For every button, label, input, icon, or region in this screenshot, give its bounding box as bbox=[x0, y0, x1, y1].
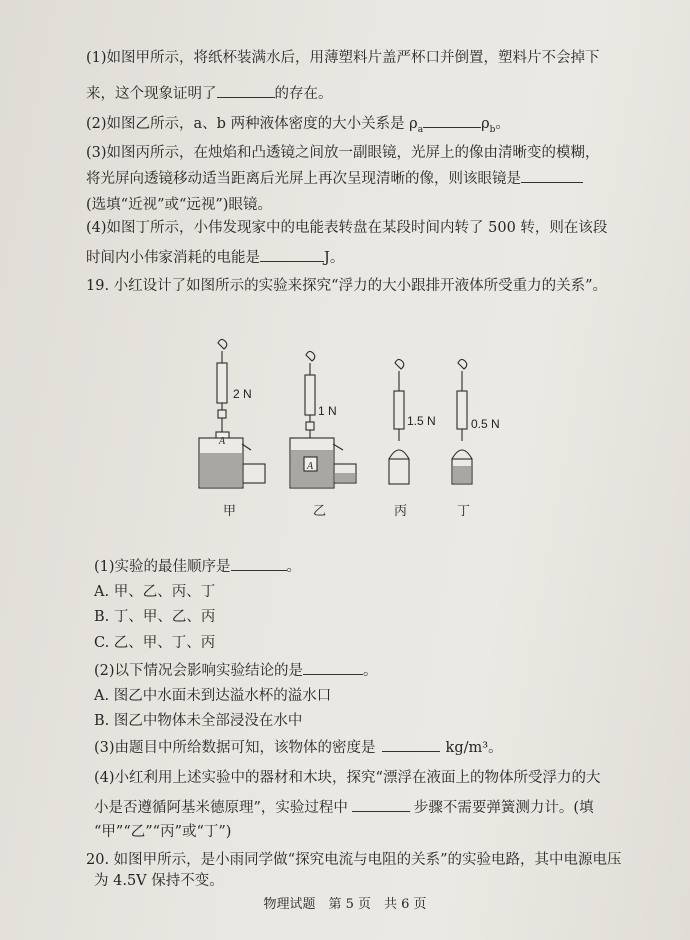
hand-icon bbox=[458, 359, 467, 369]
q18-part3-text: 将光屏向透镜移动适当距离后光屏上再次呈现清晰的像，则该眼镜是 bbox=[86, 171, 521, 187]
q19-sub4-line1: (4)小红利用上述实验中的器材和木块，探究“漂浮在液面上的物体所受浮力的大 bbox=[94, 770, 601, 786]
reading-ding: 0.5 N bbox=[471, 417, 500, 431]
q19-sub2-text: (2)以下情况会影响实验结论的是 bbox=[94, 663, 304, 679]
q19-sub2-option-a: A. 图乙中水面未到达溢水杯的溢水口 bbox=[94, 688, 332, 704]
q18-part1-line1: (1)如图甲所示，将纸杯装满水后，用薄塑料片盖严杯口并倒置，塑料片不会掉下 bbox=[86, 50, 600, 66]
q20-line2: 为 4.5V 保持不变。 bbox=[94, 873, 224, 889]
setup-yi bbox=[290, 351, 356, 488]
q18-part2-line bbox=[86, 113, 510, 140]
q19-sub4-text2: 步骤不需要弹簧测力计。(填 bbox=[413, 800, 594, 816]
q19-sub3-unit: kg/m³。 bbox=[445, 740, 503, 756]
q19-sub2 bbox=[94, 660, 378, 681]
q20-line1: 20. 如图甲所示，是小雨同学做“探究电流与电阻的关系”的实验电路，其中电源电压 bbox=[86, 852, 622, 868]
experiment-figure bbox=[185, 335, 515, 525]
figure-label-jia: 甲 bbox=[223, 504, 237, 519]
answer-blank[interactable] bbox=[231, 556, 287, 571]
q19-sub1-option-a: A. 甲、乙、丙、丁 bbox=[94, 584, 216, 600]
reading-yi: 1 N bbox=[318, 404, 337, 418]
rho-subscript-a: a bbox=[417, 124, 424, 135]
q18-part1-text: 来，这个现象证明了 bbox=[86, 86, 217, 102]
answer-blank[interactable] bbox=[260, 247, 324, 262]
q18-part1-line2 bbox=[86, 83, 333, 104]
q18-part3-line3: (选填“近视”或“远视”)眼镜。 bbox=[86, 197, 272, 213]
q19-sub1-end: 。 bbox=[286, 559, 302, 575]
setup-bing bbox=[389, 359, 409, 484]
figure-label-ding: 丁 bbox=[457, 504, 471, 519]
q18-part3-line1: (3)如图丙所示，在烛焰和凸透镜之间放一副眼镜，光屏上的像由清晰变的模糊， bbox=[86, 145, 600, 161]
answer-blank[interactable] bbox=[352, 797, 410, 812]
q19-sub2-option-b: B. 图乙中物体未全部浸没在水中 bbox=[94, 713, 303, 729]
setup-ding bbox=[452, 359, 472, 484]
rho-symbol: ρ bbox=[481, 116, 490, 132]
object-label-yi: A bbox=[307, 461, 314, 472]
setup-jia bbox=[199, 339, 265, 488]
figure-label-bing: 丙 bbox=[394, 504, 408, 519]
answer-blank[interactable] bbox=[217, 83, 275, 98]
q18-part3-line2 bbox=[86, 168, 583, 189]
q19-sub2-end: 。 bbox=[363, 663, 378, 679]
q18-part4-text: 时间内小伟家消耗的电能是 bbox=[86, 250, 260, 266]
q19-sub3 bbox=[94, 737, 503, 758]
q19-sub4-line3: “甲”“乙”“丙”或“丁”) bbox=[94, 824, 232, 840]
q19-sub1-text: (1)实验的最佳顺序是 bbox=[94, 559, 231, 575]
answer-blank[interactable] bbox=[423, 113, 481, 128]
q19-sub3-text: (3)由题目中所给数据可知，该物体的密度是 bbox=[94, 740, 376, 756]
q18-part4-line2 bbox=[86, 247, 344, 268]
hand-icon bbox=[306, 351, 315, 361]
q18-part2-text: (2)如图乙所示，a、b 两种液体密度的大小关系是 ρ bbox=[86, 116, 418, 132]
q18-part2-end: 。 bbox=[495, 116, 510, 132]
object-label-jia: A bbox=[219, 436, 226, 447]
reading-jia: 2 N bbox=[233, 387, 252, 401]
figure-label-yi: 乙 bbox=[313, 504, 327, 519]
spring-scale-diagram bbox=[185, 335, 515, 525]
hand-icon bbox=[218, 339, 227, 349]
q19-sub4-text: 小是否遵循阿基米德原理”，实验过程中 bbox=[94, 800, 348, 816]
answer-blank[interactable] bbox=[303, 660, 363, 675]
q18-part4-line1: (4)如图丁所示，小伟发现家中的电能表转盘在某段时间内转了 500 转，则在该段 bbox=[86, 220, 608, 236]
q19-stem: 19. 小红设计了如图所示的实验来探究“浮力的大小跟排开液体所受重力的关系”。 bbox=[86, 278, 607, 294]
q18-part4-end: J。 bbox=[324, 250, 345, 266]
answer-blank[interactable] bbox=[382, 737, 440, 752]
q18-part1-end: 的存在。 bbox=[274, 86, 333, 102]
answer-blank[interactable] bbox=[521, 168, 583, 183]
q19-sub4-line2 bbox=[94, 797, 594, 818]
hand-icon bbox=[395, 359, 404, 369]
q19-sub1-option-b: B. 丁、甲、乙、丙 bbox=[94, 609, 216, 625]
page-footer: 物理试题 第 5 页 共 6 页 bbox=[263, 897, 427, 912]
reading-bing: 1.5 N bbox=[407, 414, 436, 428]
rho-subscript-b: b bbox=[489, 124, 496, 135]
q19-sub1-option-c: C. 乙、甲、丁、丙 bbox=[94, 635, 216, 651]
q19-sub1 bbox=[94, 556, 301, 577]
